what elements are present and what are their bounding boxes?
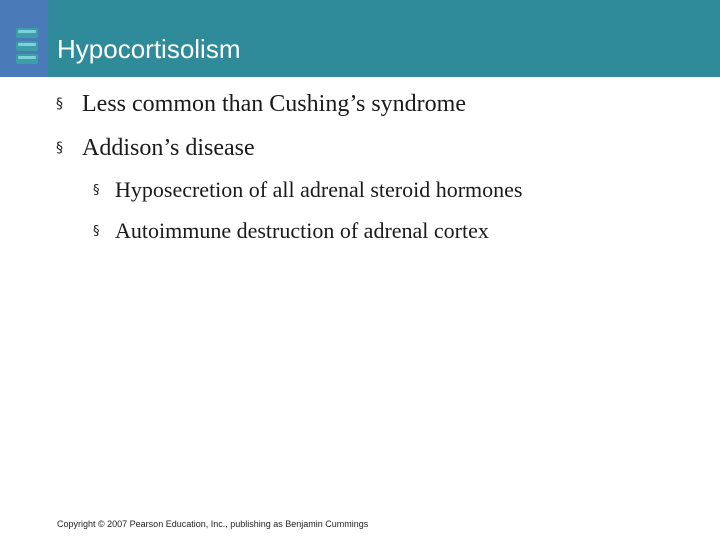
bullet-marker-icon: § xyxy=(56,140,63,156)
copyright-footer: Copyright © 2007 Pearson Education, Inc., publishing as Benjamin Cummings xyxy=(57,519,369,529)
bullet-text: Less common than Cushing’s syndrome xyxy=(82,91,466,117)
title-bar xyxy=(0,0,720,77)
bullet-text: Autoimmune destruction of adrenal cortex xyxy=(115,218,489,243)
logo-bar-middle xyxy=(16,41,38,51)
bullet-marker-icon: § xyxy=(93,224,100,239)
sub-bullet-item xyxy=(93,218,489,244)
slide-title: Hypocortisolism xyxy=(57,34,241,64)
bullet-text: Hyposecretion of all adrenal steroid hormones xyxy=(115,177,523,202)
bullet-item xyxy=(56,135,255,162)
bullet-text: Addison’s disease xyxy=(82,135,255,161)
bullet-marker-icon: § xyxy=(93,183,100,198)
logo-bar-top xyxy=(16,28,38,38)
bullet-marker-icon: § xyxy=(56,96,63,112)
sub-bullet-item xyxy=(93,177,522,203)
stacked-bars-logo-icon xyxy=(0,0,48,77)
logo-bar-bottom xyxy=(16,54,38,64)
bullet-item xyxy=(56,91,466,118)
